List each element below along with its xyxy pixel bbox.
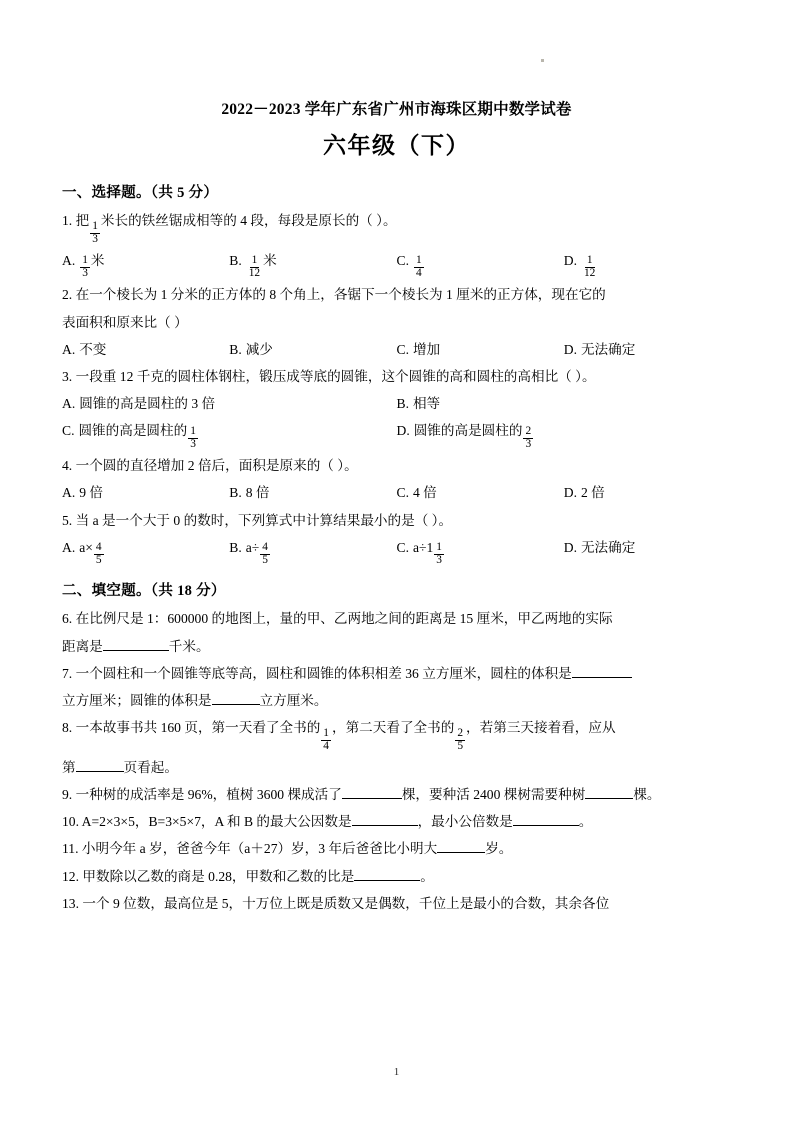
option-text: 圆锥的高是圆柱的: [78, 423, 188, 439]
fraction-denominator: 4: [415, 267, 422, 280]
option-a[interactable]: [62, 390, 397, 417]
option-c[interactable]: [62, 417, 397, 452]
option-expr: a×: [79, 539, 93, 555]
page-title: 2022－2023 学年广东省广州市海珠区期中数学试卷: [221, 101, 572, 118]
option-label: C.: [396, 341, 409, 357]
answer-blank[interactable]: [212, 690, 260, 705]
option-text: 不变: [79, 341, 107, 357]
answer-blank[interactable]: [76, 757, 124, 772]
question-7-number: 7.: [62, 665, 73, 681]
question-1-options: [62, 247, 731, 282]
question-9-part3: 棵。: [633, 786, 661, 802]
answer-blank[interactable]: [354, 866, 420, 881]
question-8-part1: 一本故事书共 160 页，第一天看了全书的: [75, 720, 321, 736]
fraction-denominator: 5: [95, 554, 102, 567]
option-a[interactable]: [62, 336, 229, 363]
question-5: [62, 507, 731, 534]
option-label: A.: [62, 485, 76, 501]
question-12-number: 12.: [62, 868, 79, 884]
answer-blank[interactable]: [572, 663, 632, 678]
option-d[interactable]: [564, 534, 731, 569]
option-label: C.: [396, 485, 409, 501]
question-1-stem-b: 米长的铁丝锯成相等的 4 段，每段是原长的（ ）。: [100, 213, 397, 229]
option-text: 相等: [412, 396, 441, 412]
fraction-denominator: 5: [457, 739, 464, 752]
option-fraction: [414, 255, 424, 280]
scan-artifact-dot: [541, 59, 544, 62]
question-7-line2-a: 立方厘米；圆锥的体积是: [62, 693, 212, 709]
option-fraction: [523, 426, 533, 451]
question-10: [62, 808, 731, 835]
option-label: A.: [62, 341, 76, 357]
question-11: [62, 835, 731, 862]
option-fraction: [80, 255, 90, 280]
question-8-part2: ，第二天看了全书的: [332, 720, 455, 736]
option-fraction: [260, 542, 270, 567]
option-b[interactable]: [229, 247, 396, 282]
option-b[interactable]: [229, 336, 396, 363]
fraction-numerator: 2: [457, 726, 464, 739]
option-c[interactable]: [397, 247, 564, 282]
option-expr: a÷: [245, 539, 260, 555]
question-9-number: 9.: [62, 786, 73, 802]
option-c[interactable]: [397, 534, 564, 569]
option-text: 4 倍: [412, 485, 437, 501]
option-text: 减少: [245, 341, 273, 357]
question-3-stem: 一段重 12 千克的圆柱体钢柱，锻压成等底的圆锥，这个圆锥的高和圆柱的高相比（ ）。: [75, 369, 596, 385]
option-label: D.: [396, 423, 410, 439]
question-10-part3: 。: [578, 814, 593, 830]
fraction-denominator: 3: [436, 554, 442, 567]
question-2-line2-row: [62, 309, 731, 336]
option-c[interactable]: [397, 336, 564, 363]
option-label: C.: [396, 539, 409, 555]
option-d[interactable]: [564, 479, 731, 506]
fraction-denominator: 12: [248, 267, 261, 280]
fraction-denominator: 3: [82, 267, 88, 280]
question-7-line2-b: 立方厘米。: [259, 693, 328, 709]
answer-blank[interactable]: [437, 839, 485, 854]
question-2: [62, 281, 731, 308]
question-1-number: 1.: [62, 213, 73, 229]
question-8-fraction-2: [455, 728, 465, 753]
fraction-denominator: 3: [190, 437, 196, 450]
question-4-options: [62, 479, 731, 506]
fraction-denominator: 3: [92, 232, 98, 245]
question-4-stem: 一个圆的直径增加 2 倍后，面积是原来的（ ）。: [75, 458, 358, 474]
option-b[interactable]: [229, 534, 396, 569]
question-7-line1: 一个圆柱和一个圆锥等底等高，圆柱和圆锥的体积相差 36 立方厘米，圆柱的体积是: [75, 665, 572, 681]
fraction-numerator: 1: [92, 219, 98, 232]
option-text: 圆锥的高是圆柱的: [413, 423, 523, 439]
question-13-number: 13.: [62, 895, 79, 911]
option-label: B.: [229, 485, 242, 501]
option-a[interactable]: [62, 534, 229, 569]
section-heading-choice: 一、选择题。（共 5 分）: [62, 185, 219, 202]
option-label: B.: [396, 396, 409, 412]
question-8: [62, 714, 731, 754]
question-1-stem-a: 把: [75, 213, 90, 229]
option-label: B.: [229, 252, 242, 268]
question-6: [62, 605, 731, 632]
option-fraction: [188, 426, 198, 451]
answer-blank[interactable]: [352, 812, 418, 827]
question-1-fraction: [90, 221, 100, 246]
question-5-options: [62, 534, 731, 569]
question-8-line2-a: 第: [62, 759, 76, 775]
option-text: 无法确定: [580, 341, 636, 357]
question-2-line2: 表面积和原来比（ ）: [62, 314, 188, 330]
option-c[interactable]: [397, 479, 564, 506]
question-8-fraction-1: [321, 728, 331, 753]
section-heading-fill-blank: 二、填空题。（共 18 分）: [62, 583, 226, 600]
question-12-part1: 甲数除以乙数的商是 0.28，甲数和乙数的比是: [82, 868, 355, 884]
option-a[interactable]: [62, 247, 229, 282]
question-8-number: 8.: [62, 720, 73, 736]
question-1: [62, 207, 731, 247]
question-3-options-row1: [62, 390, 731, 417]
option-label: D.: [563, 341, 577, 357]
question-6-line1: 在比例尺是 1：600000 的地图上，量的甲、乙两地之间的距离是 15 厘米，甲乙两地的实际: [75, 611, 613, 627]
question-4-number: 4.: [62, 458, 73, 474]
fraction-numerator: 4: [95, 541, 102, 554]
question-6-number: 6.: [62, 611, 73, 627]
option-label: B.: [229, 539, 242, 555]
question-10-number: 10.: [62, 814, 79, 830]
option-fraction: [582, 255, 597, 280]
question-4: [62, 452, 731, 479]
option-label: A.: [62, 539, 76, 555]
option-unit: 米: [90, 252, 105, 268]
question-13-stem: 一个 9 位数，最高位是 5，十万位上既是质数又是偶数，千位上是最小的合数，其余各位: [82, 895, 610, 911]
question-6-line2: [62, 633, 731, 660]
question-7: [62, 660, 731, 687]
option-label: C.: [62, 423, 75, 439]
option-b[interactable]: [229, 479, 396, 506]
option-a[interactable]: [62, 479, 229, 506]
option-label: C.: [396, 252, 409, 268]
option-label: A.: [62, 396, 76, 412]
option-label: D.: [563, 485, 577, 501]
question-2-number: 2.: [62, 287, 73, 303]
fraction-numerator: 2: [525, 425, 532, 438]
option-d[interactable]: [564, 247, 731, 282]
fraction-denominator: 4: [323, 739, 329, 752]
question-3-options-row2: [62, 417, 731, 452]
option-text: 8 倍: [245, 485, 270, 501]
option-expr: a÷1: [412, 539, 434, 555]
fraction-denominator: 3: [525, 437, 532, 450]
question-12-part2: 。: [420, 868, 434, 884]
option-text: 增加: [412, 341, 441, 357]
option-text: 圆锥的高是圆柱的 3 倍: [79, 396, 216, 412]
question-3: [62, 363, 731, 390]
fraction-numerator: 1: [251, 254, 258, 267]
question-11-part1: 小明今年 a 岁，爸爸今年（a＋27）岁，3 年后爸爸比小明大: [81, 841, 438, 857]
question-6-line2-b: 千米。: [168, 638, 210, 654]
question-8-part3: ，若第三天接着看，应从: [466, 720, 616, 736]
question-5-stem: 当 a 是一个大于 0 的数时，下列算式中计算结果最小的是（ ）。: [75, 512, 453, 528]
option-fraction: [434, 542, 444, 567]
page-subtitle: 六年级（下）: [323, 133, 470, 159]
question-7-line2: [62, 687, 731, 714]
fraction-numerator: 1: [323, 726, 329, 739]
option-text: 9 倍: [79, 485, 104, 501]
question-11-part2: 岁。: [485, 841, 513, 857]
question-12: [62, 863, 731, 890]
question-9-part1: 一种树的成活率是 96%，植树 3600 棵成活了: [75, 786, 342, 802]
question-9-part2: 棵，要种活 2400 棵树需要种树: [401, 786, 586, 802]
question-8-line2: [62, 754, 731, 781]
fraction-numerator: 1: [436, 541, 442, 554]
question-2-line1: 在一个棱长为 1 分米的正方体的 8 个角上，各锯下一个棱长为 1 厘米的正方体，现在它的: [75, 287, 606, 303]
answer-blank[interactable]: [103, 636, 169, 651]
answer-blank[interactable]: [585, 784, 633, 799]
question-6-line2-a: 距离是: [62, 638, 103, 654]
fraction-numerator: 1: [82, 254, 88, 267]
option-label: A.: [62, 252, 76, 268]
question-13: [62, 890, 731, 917]
fraction-numerator: 1: [190, 425, 196, 438]
fraction-denominator: 5: [262, 554, 268, 567]
option-fraction: [247, 255, 262, 280]
fraction-numerator: 1: [586, 254, 593, 267]
fraction-numerator: 4: [262, 541, 268, 554]
option-label: B.: [229, 341, 242, 357]
fraction-denominator: 12: [583, 267, 596, 280]
question-3-number: 3.: [62, 369, 73, 385]
option-d[interactable]: [564, 336, 731, 363]
fraction-numerator: 1: [415, 254, 422, 267]
answer-blank[interactable]: [513, 812, 579, 827]
question-5-number: 5.: [62, 512, 73, 528]
question-11-number: 11.: [62, 841, 79, 857]
question-2-options: [62, 336, 731, 363]
question-8-line2-b: 页看起。: [123, 759, 178, 775]
option-label: D.: [563, 252, 577, 268]
answer-blank[interactable]: [342, 784, 402, 799]
option-text: 2 倍: [580, 485, 605, 501]
question-10-part1: A=2×3×5，B=3×5×7，A 和 B 的最大公因数是: [81, 814, 352, 830]
option-unit: 米: [263, 252, 277, 268]
option-d[interactable]: [397, 417, 732, 452]
option-fraction: [94, 542, 104, 567]
option-label: D.: [563, 539, 577, 555]
question-9: [62, 781, 731, 808]
option-text: 无法确定: [580, 539, 636, 555]
page-number: 1: [393, 1066, 400, 1078]
exam-content: [0, 181, 793, 917]
question-10-part2: ，最小公倍数是: [417, 814, 513, 830]
option-b[interactable]: [397, 390, 732, 417]
